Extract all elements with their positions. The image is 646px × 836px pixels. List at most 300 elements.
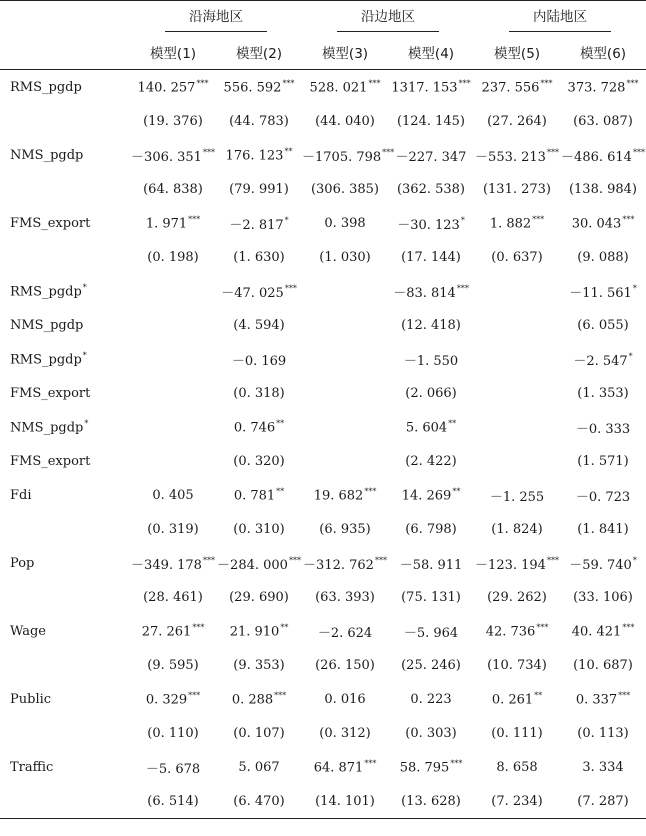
group-header-border xyxy=(302,1,474,36)
model-header: 模型(2) xyxy=(216,35,302,70)
cell-value: 21. 910 xyxy=(229,624,280,640)
cell-value: (17. 144) xyxy=(401,249,461,265)
significance-stars: *** xyxy=(382,148,395,158)
significance-stars: *** xyxy=(546,556,559,566)
cell-value: (9. 088) xyxy=(577,249,629,265)
significance-stars: ** xyxy=(276,418,285,428)
table-cell xyxy=(474,410,560,444)
cell-value: (0. 318) xyxy=(233,385,285,401)
table-cell xyxy=(130,444,216,478)
cell-value: 42. 736 xyxy=(485,624,536,640)
row-label xyxy=(0,716,130,750)
cell-value: (75. 131) xyxy=(401,589,461,605)
cell-value: 0. 405 xyxy=(152,487,194,503)
cell-value: (7. 234) xyxy=(491,793,543,809)
significance-stars: *** xyxy=(188,214,201,224)
table-cell xyxy=(216,240,302,274)
table-cell xyxy=(388,138,474,172)
cell-value: (6. 470) xyxy=(233,793,285,809)
table-cell xyxy=(388,274,474,308)
cell-value: (33. 106) xyxy=(573,589,633,605)
table-cell xyxy=(560,444,646,478)
table-cell xyxy=(474,784,560,819)
table-cell xyxy=(302,750,388,784)
table-cell xyxy=(560,580,646,614)
row-label xyxy=(0,750,130,784)
model-header: 模型(1) xyxy=(130,35,216,70)
table-cell xyxy=(388,546,474,580)
table-row xyxy=(0,274,646,308)
model-header: 模型(6) xyxy=(560,35,646,70)
table-cell xyxy=(560,512,646,546)
table-cell xyxy=(216,342,302,376)
table-cell xyxy=(474,546,560,580)
significance-stars: *** xyxy=(622,622,635,632)
cell-value: 3. 334 xyxy=(582,759,624,775)
row-label xyxy=(0,240,130,274)
cell-value: 0. 329 xyxy=(145,692,188,708)
table-cell xyxy=(216,750,302,784)
table-cell xyxy=(388,104,474,138)
table-cell xyxy=(474,172,560,206)
cell-value: (44. 040) xyxy=(315,113,375,129)
cell-value: －553. 213 xyxy=(475,149,546,165)
table-cell xyxy=(216,614,302,648)
cell-value: 0. 398 xyxy=(324,215,366,231)
cell-value: －2. 817 xyxy=(229,217,284,233)
cell-value: 1. 971 xyxy=(145,216,188,232)
table-row xyxy=(0,172,646,206)
cell-value: 0. 746 xyxy=(233,420,276,436)
significance-stars: *** xyxy=(192,622,205,632)
significance-stars: *** xyxy=(188,690,201,700)
table-cell xyxy=(388,308,474,342)
table-cell xyxy=(388,172,474,206)
cell-value: (9. 595) xyxy=(147,657,199,673)
table-cell xyxy=(474,70,560,105)
significance-stars: *** xyxy=(364,758,377,768)
table-cell xyxy=(130,240,216,274)
significance-stars: * xyxy=(284,216,289,226)
table-cell xyxy=(560,172,646,206)
significance-stars: *** xyxy=(622,214,635,224)
cell-value: (63. 393) xyxy=(315,589,375,605)
cell-value: (6. 055) xyxy=(577,317,629,333)
table-row xyxy=(0,648,646,682)
cell-value: 58. 795 xyxy=(399,760,450,776)
cell-value: －2. 624 xyxy=(317,625,373,641)
cell-value: (0. 303) xyxy=(405,725,457,741)
table-cell xyxy=(560,240,646,274)
table-cell xyxy=(302,104,388,138)
interaction-star: * xyxy=(82,350,87,360)
cell-value: (12. 418) xyxy=(401,317,461,333)
table-cell xyxy=(216,274,302,308)
cell-value: (19. 376) xyxy=(143,113,203,129)
cell-value: 14. 269 xyxy=(401,488,452,504)
row-label xyxy=(0,274,130,308)
row-label xyxy=(0,138,130,172)
table-cell xyxy=(302,580,388,614)
row-label-text: RMS_pgdp xyxy=(10,284,82,300)
table-cell xyxy=(474,716,560,750)
cell-value: 5. 604 xyxy=(405,420,448,436)
cell-value: (6. 798) xyxy=(405,521,457,537)
table-cell xyxy=(130,70,216,105)
cell-value: －306. 351 xyxy=(131,149,202,165)
cell-value: －2. 547 xyxy=(573,353,628,369)
significance-stars: *** xyxy=(202,556,215,566)
significance-stars: ** xyxy=(534,690,543,700)
table-cell xyxy=(474,750,560,784)
cell-value: (1. 353) xyxy=(577,385,629,401)
cell-value: (0. 111) xyxy=(491,725,543,741)
significance-stars: *** xyxy=(374,556,387,566)
significance-stars: *** xyxy=(368,78,381,88)
significance-stars: *** xyxy=(458,78,471,88)
cell-value: －0. 333 xyxy=(575,421,631,437)
table-cell xyxy=(560,716,646,750)
cell-value: (10. 734) xyxy=(487,657,547,673)
cell-value: 373. 728 xyxy=(567,80,626,96)
cell-value: －1. 550 xyxy=(403,353,459,369)
row-label-text: FMS_export xyxy=(10,215,91,231)
row-label xyxy=(0,376,130,410)
table-cell xyxy=(130,614,216,648)
table-cell xyxy=(302,682,388,716)
table-cell xyxy=(388,410,474,444)
table-cell xyxy=(216,546,302,580)
cell-value: (63. 087) xyxy=(573,113,633,129)
row-label-text: Traffic xyxy=(10,759,54,775)
table-cell xyxy=(388,784,474,819)
cell-value: (0. 312) xyxy=(319,725,371,741)
stub-header xyxy=(0,1,130,36)
table-cell xyxy=(474,648,560,682)
table-cell xyxy=(302,308,388,342)
table-row xyxy=(0,614,646,648)
row-label-text: Pop xyxy=(10,555,35,571)
table-cell xyxy=(302,342,388,376)
significance-stars: *** xyxy=(618,690,631,700)
row-label xyxy=(0,648,130,682)
cell-value: (0. 107) xyxy=(233,725,285,741)
table-cell xyxy=(560,70,646,105)
cell-value: 19. 682 xyxy=(313,488,364,504)
cell-value: (0. 319) xyxy=(147,521,199,537)
significance-stars: * xyxy=(460,216,465,226)
model-header: 模型(4) xyxy=(388,35,474,70)
table-cell xyxy=(560,274,646,308)
table-cell xyxy=(216,172,302,206)
cell-value: (7. 287) xyxy=(577,793,629,809)
cell-value: 556. 592 xyxy=(223,80,282,96)
row-label-text: NMS_pgdp xyxy=(10,147,84,163)
table-cell xyxy=(388,580,474,614)
cell-value: (27. 264) xyxy=(487,113,547,129)
table-cell xyxy=(474,478,560,512)
table-cell xyxy=(302,716,388,750)
table-row xyxy=(0,70,646,105)
significance-stars: *** xyxy=(540,78,553,88)
cell-value: (6. 514) xyxy=(147,793,199,809)
cell-value: 0. 781 xyxy=(233,488,276,504)
cell-value: －349. 178 xyxy=(131,557,202,573)
table-cell xyxy=(388,648,474,682)
table-cell xyxy=(130,682,216,716)
table-cell xyxy=(302,648,388,682)
table-row xyxy=(0,444,646,478)
row-label xyxy=(0,682,130,716)
significance-stars: *** xyxy=(202,148,215,158)
cell-value: (64. 838) xyxy=(143,181,203,197)
table-cell xyxy=(302,444,388,478)
table-cell xyxy=(130,580,216,614)
cell-value: (29. 690) xyxy=(229,589,289,605)
group-header-coastal xyxy=(130,1,302,36)
cell-value: (138. 984) xyxy=(568,181,638,197)
table-row xyxy=(0,410,646,444)
significance-stars: *** xyxy=(632,148,645,158)
cell-value: (131. 273) xyxy=(482,181,552,197)
cell-value: －59. 740 xyxy=(569,557,632,573)
significance-stars: *** xyxy=(284,284,297,294)
significance-stars: ** xyxy=(452,486,461,496)
table-row xyxy=(0,138,646,172)
table-cell xyxy=(474,274,560,308)
table-cell xyxy=(560,784,646,819)
table-cell xyxy=(302,512,388,546)
row-label-text: Fdi xyxy=(10,487,32,503)
cell-value: (26. 150) xyxy=(315,657,375,673)
table-cell xyxy=(130,648,216,682)
cell-value: 27. 261 xyxy=(141,624,192,640)
cell-value: －227. 347 xyxy=(395,149,467,165)
table-row xyxy=(0,750,646,784)
table-cell xyxy=(560,546,646,580)
table-cell xyxy=(474,240,560,274)
table-row xyxy=(0,206,646,240)
table-row xyxy=(0,682,646,716)
table-cell xyxy=(130,546,216,580)
significance-stars: *** xyxy=(364,486,377,496)
cell-value: 64. 871 xyxy=(313,760,364,776)
row-label xyxy=(0,614,130,648)
table-cell xyxy=(388,682,474,716)
table-row xyxy=(0,580,646,614)
table-cell xyxy=(302,172,388,206)
table-cell xyxy=(388,716,474,750)
row-label xyxy=(0,546,130,580)
table-cell xyxy=(216,512,302,546)
cell-value: 140. 257 xyxy=(137,80,196,96)
table-cell xyxy=(302,546,388,580)
cell-value: (29. 262) xyxy=(487,589,547,605)
table-cell xyxy=(560,206,646,240)
cell-value: 1. 882 xyxy=(489,216,532,232)
row-label xyxy=(0,104,130,138)
stub-header xyxy=(0,35,130,70)
cell-value: 528. 021 xyxy=(309,80,368,96)
cell-value: －5. 678 xyxy=(145,761,201,777)
table-cell xyxy=(560,648,646,682)
table-cell xyxy=(474,614,560,648)
row-label xyxy=(0,410,130,444)
cell-value: (2. 422) xyxy=(405,453,457,469)
table-cell xyxy=(302,614,388,648)
table-cell xyxy=(560,478,646,512)
cell-value: 40. 421 xyxy=(571,624,622,640)
table-cell xyxy=(216,682,302,716)
table-row xyxy=(0,512,646,546)
table-row xyxy=(0,342,646,376)
table-cell xyxy=(474,138,560,172)
table-cell xyxy=(302,784,388,819)
table-cell xyxy=(216,444,302,478)
cell-value: －83. 814 xyxy=(393,285,456,301)
significance-stars: * xyxy=(632,556,637,566)
table-cell xyxy=(130,512,216,546)
table-cell xyxy=(474,682,560,716)
table-cell xyxy=(216,104,302,138)
table-cell xyxy=(130,376,216,410)
table-cell xyxy=(474,580,560,614)
cell-value: (1. 824) xyxy=(491,521,543,537)
interaction-star: * xyxy=(82,282,87,292)
table-cell xyxy=(388,240,474,274)
table-cell xyxy=(388,70,474,105)
table-row xyxy=(0,784,646,819)
table-cell xyxy=(474,342,560,376)
significance-stars: *** xyxy=(196,78,209,88)
cell-value: (1. 030) xyxy=(319,249,371,265)
cell-value: －11. 561 xyxy=(569,285,632,301)
row-label-text: Public xyxy=(10,691,52,707)
cell-value: (13. 628) xyxy=(401,793,461,809)
table-cell xyxy=(130,172,216,206)
significance-stars: *** xyxy=(626,78,639,88)
table-cell xyxy=(216,716,302,750)
significance-stars: *** xyxy=(274,690,287,700)
interaction-star: * xyxy=(84,418,89,428)
table-cell xyxy=(302,410,388,444)
cell-value: －1. 255 xyxy=(489,489,545,505)
row-label xyxy=(0,308,130,342)
table-cell xyxy=(216,70,302,105)
table-cell xyxy=(302,478,388,512)
table-cell xyxy=(560,308,646,342)
table-cell xyxy=(560,614,646,648)
row-label-text: RMS_pgdp xyxy=(10,352,82,368)
table-cell xyxy=(216,648,302,682)
cell-value: －47. 025 xyxy=(221,285,284,301)
table-cell xyxy=(388,750,474,784)
cell-value: (0. 637) xyxy=(491,249,543,265)
table-cell xyxy=(388,342,474,376)
cell-value: (14. 101) xyxy=(315,793,375,809)
cell-value: (0. 110) xyxy=(147,725,199,741)
cell-value: (25. 246) xyxy=(401,657,461,673)
table-cell xyxy=(130,342,216,376)
table-cell xyxy=(216,308,302,342)
group-label: 沿海地区 xyxy=(165,5,267,32)
table-cell xyxy=(130,308,216,342)
significance-stars: * xyxy=(628,352,633,362)
cell-value: －486. 614 xyxy=(561,149,632,165)
table-cell xyxy=(130,274,216,308)
model-header: 模型(5) xyxy=(474,35,560,70)
cell-value: (4. 594) xyxy=(233,317,285,333)
cell-value: (10. 687) xyxy=(573,657,633,673)
row-label xyxy=(0,512,130,546)
significance-stars: *** xyxy=(282,78,295,88)
significance-stars: *** xyxy=(532,214,545,224)
table-cell xyxy=(474,376,560,410)
table-cell xyxy=(560,104,646,138)
cell-value: 8. 658 xyxy=(496,759,538,775)
table-cell xyxy=(216,580,302,614)
table-cell xyxy=(216,206,302,240)
cell-value: (1. 841) xyxy=(577,521,629,537)
table-cell xyxy=(130,138,216,172)
table-cell xyxy=(216,376,302,410)
significance-stars: *** xyxy=(450,758,463,768)
cell-value: －0. 169 xyxy=(231,353,287,369)
table-cell xyxy=(130,750,216,784)
table-cell xyxy=(302,206,388,240)
table-cell xyxy=(216,478,302,512)
group-label: 内陆地区 xyxy=(509,5,611,32)
table-cell xyxy=(560,376,646,410)
table-row xyxy=(0,478,646,512)
row-label-text: Wage xyxy=(10,623,46,639)
significance-stars: *** xyxy=(546,148,559,158)
row-label xyxy=(0,784,130,819)
table-cell xyxy=(388,376,474,410)
row-label xyxy=(0,342,130,376)
table-cell xyxy=(560,410,646,444)
significance-stars: ** xyxy=(276,486,285,496)
row-label-text: FMS_export xyxy=(10,385,91,401)
table-cell xyxy=(560,750,646,784)
row-label-text: NMS_pgdp xyxy=(10,317,84,333)
cell-value: (9. 353) xyxy=(233,657,285,673)
table-cell xyxy=(474,308,560,342)
cell-value: (2. 066) xyxy=(405,385,457,401)
row-label xyxy=(0,172,130,206)
cell-value: (6. 935) xyxy=(319,521,371,537)
cell-value: 0. 223 xyxy=(410,691,452,707)
cell-value: 0. 288 xyxy=(231,692,274,708)
cell-value: (0. 320) xyxy=(233,453,285,469)
cell-value: －5. 964 xyxy=(403,625,459,641)
row-label-text: FMS_export xyxy=(10,453,91,469)
model-header-row xyxy=(0,35,646,70)
table-cell xyxy=(560,682,646,716)
table-cell xyxy=(216,138,302,172)
cell-value: 30. 043 xyxy=(571,216,622,232)
region-header-row xyxy=(0,1,646,36)
model-header: 模型(3) xyxy=(302,35,388,70)
table-row xyxy=(0,546,646,580)
table-cell xyxy=(474,104,560,138)
table-cell xyxy=(388,206,474,240)
cell-value: (0. 310) xyxy=(233,521,285,537)
row-label xyxy=(0,580,130,614)
significance-stars: ** xyxy=(284,146,293,156)
table-cell xyxy=(302,240,388,274)
cell-value: 237. 556 xyxy=(481,80,540,96)
